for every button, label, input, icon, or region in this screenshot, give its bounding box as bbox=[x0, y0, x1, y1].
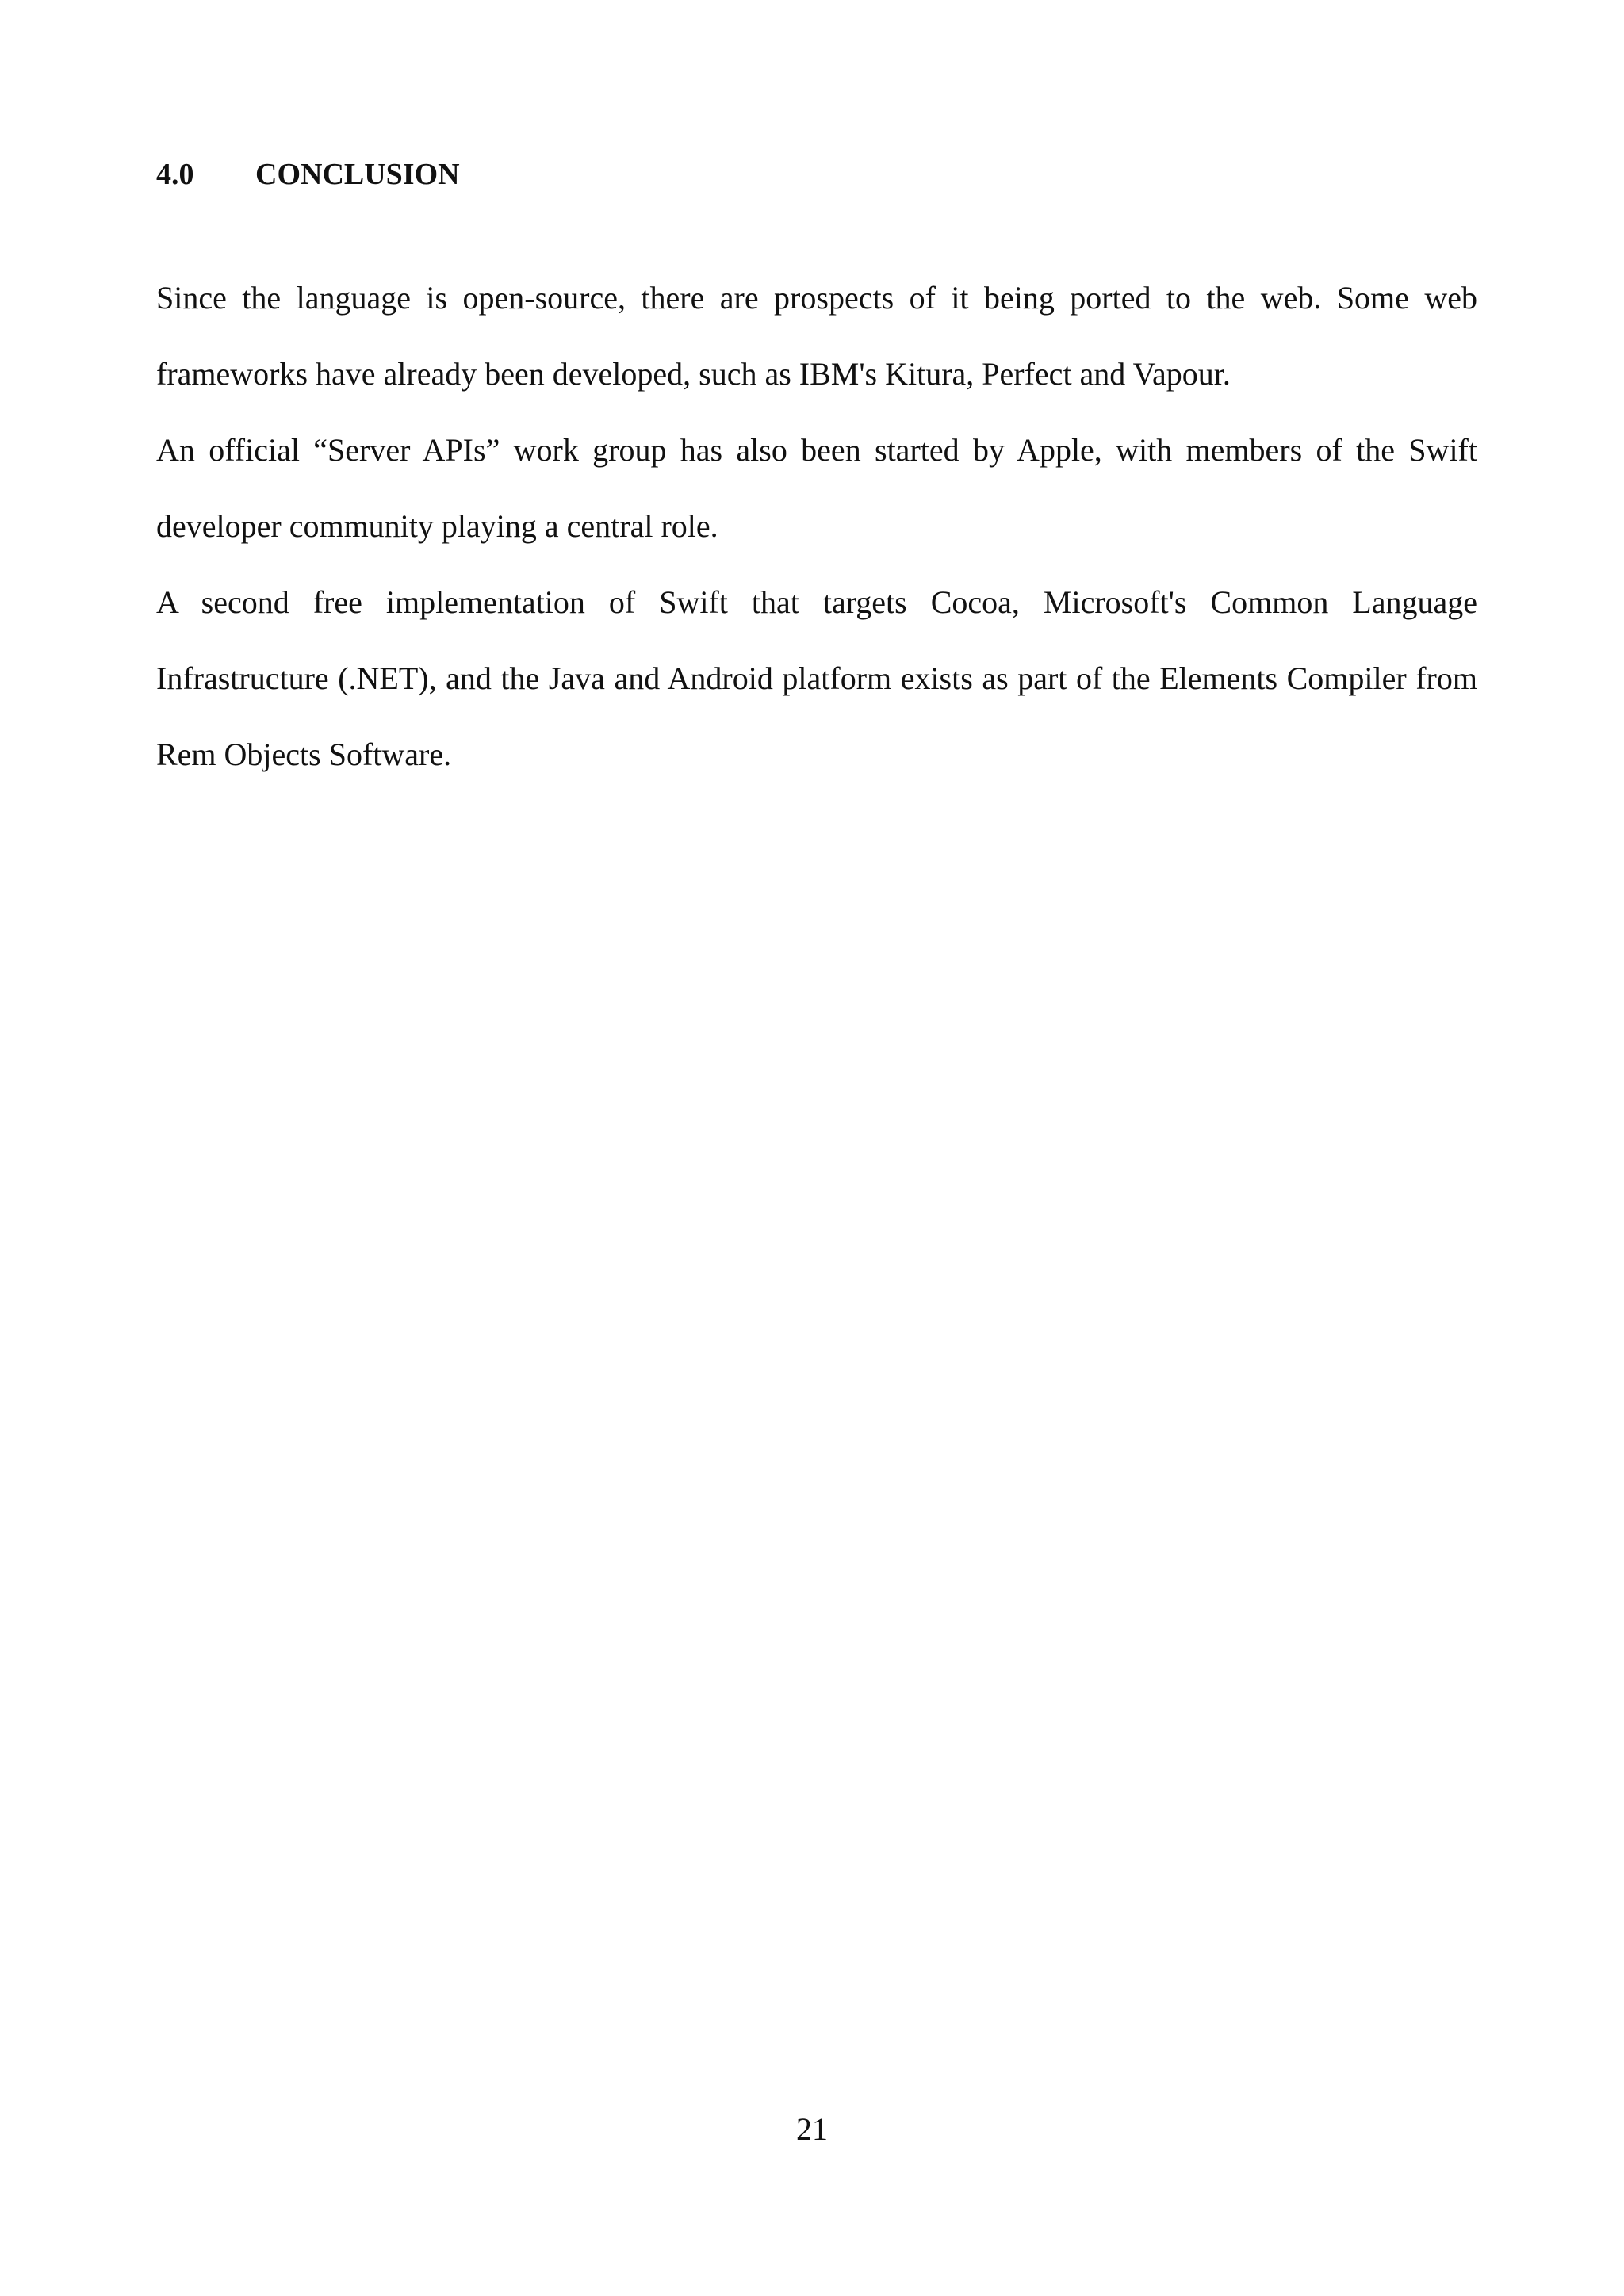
conclusion-body bbox=[156, 260, 1477, 793]
page-number: 21 bbox=[796, 2111, 828, 2147]
section-number: 4.0 bbox=[156, 158, 194, 191]
paragraph-web-frameworks: Since the language is open-source, there are prospects of it being ported to the web. Some web frameworks have already been developed, such as IBM's Kitura, Perfect and Vapour. bbox=[156, 280, 1477, 392]
section-heading bbox=[156, 154, 460, 195]
paragraph-elements-compiler: A second free implementation of Swift that targets Cocoa, Microsoft's Common Language Infrastructure (.NET), and the Java and Android platform exists as part of the Elements Compiler from Rem Objects Software. bbox=[156, 584, 1477, 772]
paragraph-server-apis: An official “Server APIs” work group has also been started by Apple, with members of the Swift developer community playing a central role. bbox=[156, 432, 1477, 544]
section-title: CONCLUSION bbox=[255, 158, 460, 191]
